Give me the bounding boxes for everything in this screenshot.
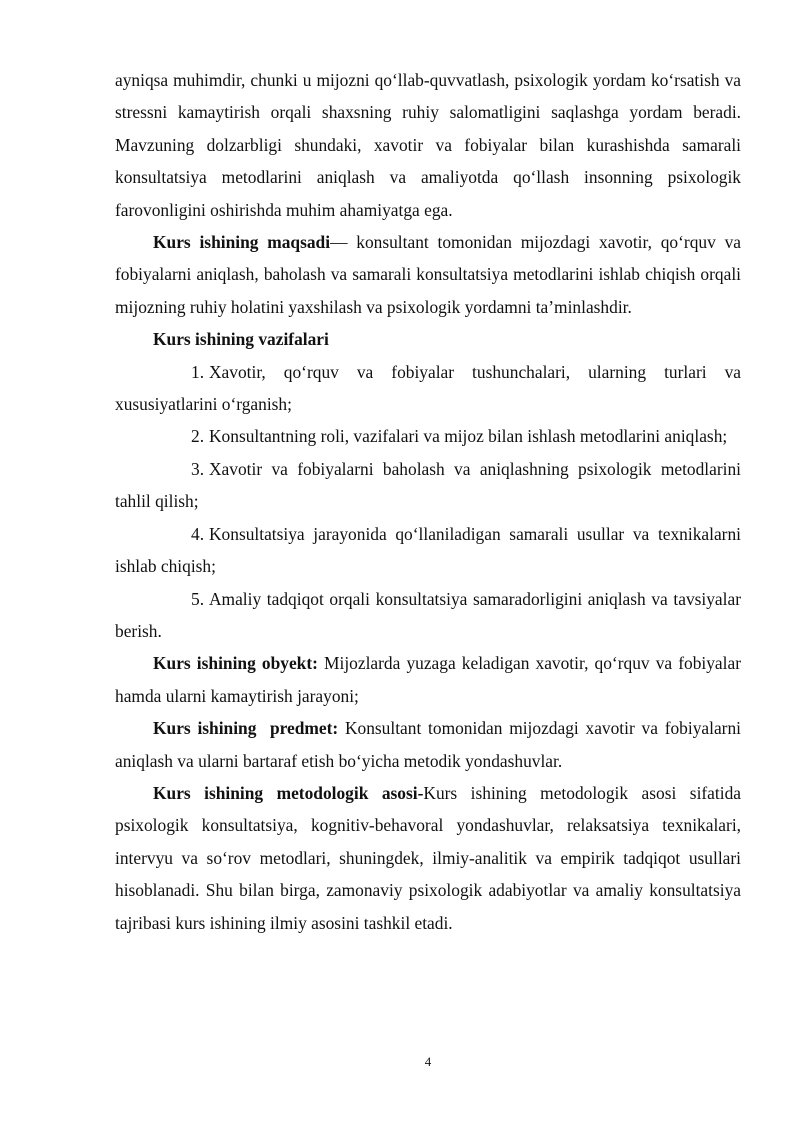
task-number: 1. <box>191 361 205 382</box>
task-number: 4. <box>191 523 205 544</box>
intro-paragraph: ayniqsa muhimdir, chunki u mijozni qo‘llab-quvvatlash, psixologik yordam ko‘rsatish va stressni kamaytirish orqali shaxsning ruhiy salomatligini saqlashga yordam beradi. Mavzuning dolzarbligi shundaki, xavotir va fobiyalar bilan kurashishda samarali konsultatsiya metodlarini aniqlash va amaliyotda qo‘llash insonning psixologik farovonligini oshirishda muhim ahamiyatga ega. <box>115 70 741 220</box>
subject-paragraph <box>115 712 741 777</box>
goal-label: Kurs ishining maqsadi <box>153 232 331 253</box>
document-page <box>115 64 741 939</box>
task-number: 3. <box>191 458 205 479</box>
task-item-3 <box>115 453 741 518</box>
goal-paragraph <box>115 226 741 323</box>
task-number: 5. <box>191 588 205 609</box>
task-item-1 <box>115 356 741 421</box>
methodology-paragraph <box>115 777 741 939</box>
object-paragraph <box>115 647 741 712</box>
object-label: Kurs ishining obyekt: <box>153 653 318 674</box>
subject-text: Konsultant tomonidan mijozdagi xavotir va fobiyalarni aniqlash va ularni bartaraf etish bo‘yicha metodik yondashuvlar. <box>115 718 741 771</box>
task-item-2 <box>115 420 741 452</box>
task-text: Konsultatsiya jarayonida qo‘llaniladigan samarali usullar va texnikalarni ishlab chiqish; <box>115 523 741 577</box>
task-text: Amaliy tadqiqot orqali konsultatsiya samaradorligini aniqlash va tavsiyalar berish. <box>115 588 741 641</box>
subject-label: Kurs ishining predmet: <box>153 718 339 739</box>
task-text: Xavotir, qo‘rquv va fobiyalar tushunchalari, ularning turlari va xususiyatlarini o‘rganish; <box>115 361 741 415</box>
task-text: Konsultantning roli, vazifalari va mijoz bilan ishlash metodlarini aniqlash; <box>209 426 728 447</box>
task-item-5 <box>115 583 741 648</box>
task-number: 2. <box>191 426 205 447</box>
goal-text: — konsultant tomonidan mijozdagi xavotir, qo‘rquv va fobiyalarni aniqlash, baholash va samarali konsultatsiya metodlarini ishlab chiqish orqali mijozning ruhiy holatini yaxshilash va psixologik yordamni ta’minlashdir. <box>115 232 741 317</box>
task-item-4 <box>115 518 741 583</box>
page-number: 4 <box>424 1054 432 1069</box>
task-text: Xavotir va fobiyalarni baholash va aniqlashning psixologik metodlarini tahlil qilish; <box>115 458 741 512</box>
object-text: Mijozlarda yuzaga keladigan xavotir, qo‘rquv va fobiyalar hamda ularni kamaytirish jarayoni; <box>115 653 741 706</box>
tasks-heading: Kurs ishining vazifalari <box>153 329 329 350</box>
methodology-text: Kurs ishining metodologik asosi sifatida psixologik konsultatsiya, kognitiv-behavoral yondashuvlar, relaksatsiya texnikalari, intervyu va so‘rov metodlari, shuningdek, ilmiy-analitik va empirik tadqiqot usullari hisoblanadi. Shu bilan birga, zamonaviy psixologik adabiyotlar va amaliy konsultatsiya tajribasi kurs ishining ilmiy asosini tashkil etadi. <box>115 782 741 933</box>
methodology-label: Kurs ishining metodologik asosi- <box>153 782 424 803</box>
